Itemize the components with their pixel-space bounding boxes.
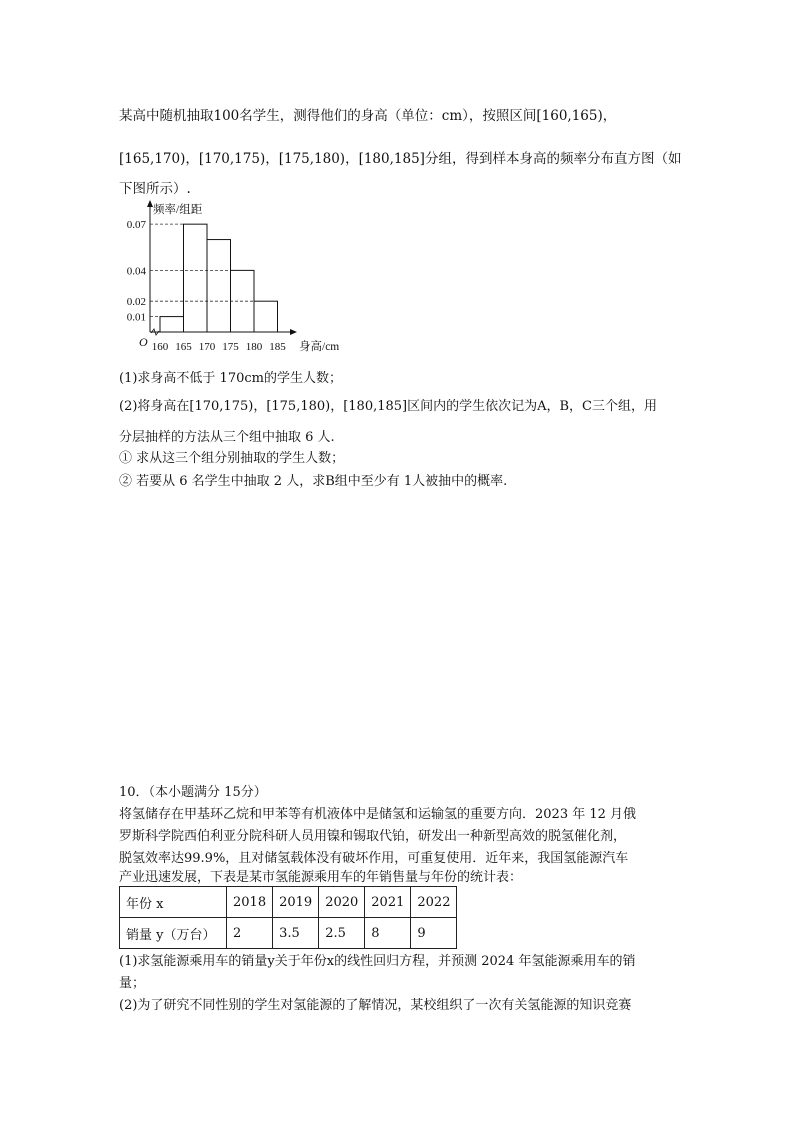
x-tick-label: 175 [222, 341, 239, 353]
x-axis-arrow [290, 329, 297, 335]
sales-table [119, 886, 457, 949]
sales-cell: 9 [411, 918, 457, 949]
y-tick-label: 0.07 [126, 219, 146, 232]
p10-header: 10．（本小题满分 15分） [119, 785, 267, 800]
x-tick-label: 165 [175, 341, 192, 353]
origin-label: O [139, 335, 148, 349]
x-tick-label: 180 [245, 341, 263, 353]
p9-intro-line3: 下图所示）. [119, 181, 191, 197]
p9-q2-line1: (2)将身高在[170,175)，[175,180)，[180,185]区间内的学生依次记为A，B，C三个组，用 [119, 399, 658, 414]
sales-cell: 3.5 [273, 918, 319, 949]
p10-q1-line2: 量； [119, 976, 146, 991]
sales-cell: 2 [227, 918, 273, 949]
y-tick-label: 0.02 [126, 296, 146, 309]
p9-q2-line2: 分层抽样的方法从三个组中抽取 6 人. [119, 430, 335, 445]
p10-line2: 罗斯科学院西伯利亚分院科研人员用镍和锡取代铂，研发出一种新型高效的脱氢催化剂， [119, 829, 627, 844]
p9-q1: (1)求身高不低于 170cm的学生人数； [119, 371, 342, 386]
p9-intro-line2: [165,170)，[170,175)，[175,180)，[180,185]分组，得到样本身高的频率分布直方图（如 [119, 151, 682, 167]
p9-q2-sub2: ② 若要从 6 名学生中抽取 2 人，求B组中至少有 1人被抽中的概率. [119, 474, 508, 489]
sales-cell: 2.5 [319, 918, 365, 949]
sales-cell: 8 [365, 918, 411, 949]
table-row-year [120, 887, 457, 918]
axis-break-mark [151, 329, 159, 335]
histogram-bar [207, 240, 231, 332]
x-tick-label: 160 [151, 341, 169, 353]
year-cell: 2022 [411, 887, 457, 918]
sales-header: 销量 y（万台） [120, 918, 227, 949]
table-row-sales [120, 918, 457, 949]
histogram-bar [254, 301, 278, 332]
y-tick-label: 0.04 [126, 265, 146, 278]
x-tick-label: 185 [269, 341, 286, 353]
year-cell: 2019 [273, 887, 319, 918]
p10-q1-line1: (1)求氢能源乘用车的销量y关于年份x的线性回归方程，并预测 2024 年氢能源乘用车的销 [119, 954, 636, 969]
p9-q2-sub1: ① 求从这三个组分别抽取的学生人数； [119, 451, 345, 466]
year-cell: 2020 [319, 887, 365, 918]
histogram-bar [184, 224, 208, 332]
p9-intro-line1: 某高中随机抽取100名学生，测得他们的身高（单位：cm），按照区间[160,165)， [119, 108, 617, 124]
x-axis-label: 身高/cm [299, 341, 340, 353]
histogram-bar [160, 317, 184, 332]
x-tick-label: 170 [198, 341, 216, 353]
year-cell: 2018 [227, 887, 273, 918]
year-header: 年份 x [120, 887, 227, 918]
y-axis-label: 频率/组距 [153, 204, 203, 216]
p10-q2-line1: (2)为了研究不同性别的学生对氢能源的了解情况，某校组织了一次有关氢能源的知识竞赛 [119, 998, 632, 1013]
p10-line4: 产业迅速发展，下表是某市氢能源乘用车的年销售量与年份的统计表： [119, 870, 523, 885]
y-tick-label: 0.01 [126, 311, 146, 324]
year-cell: 2021 [365, 887, 411, 918]
p10-line1: 将氢储存在甲基环乙烷和甲苯等有机液体中是储氢和运输氢的重要方向．2023 年 12 月俄 [119, 807, 637, 822]
p10-line3: 脱氢效率达99.9%，且对储氢载体没有破坏作用，可重复使用．近年来，我国氢能源汽车 [119, 851, 629, 866]
height-histogram [114, 198, 354, 358]
